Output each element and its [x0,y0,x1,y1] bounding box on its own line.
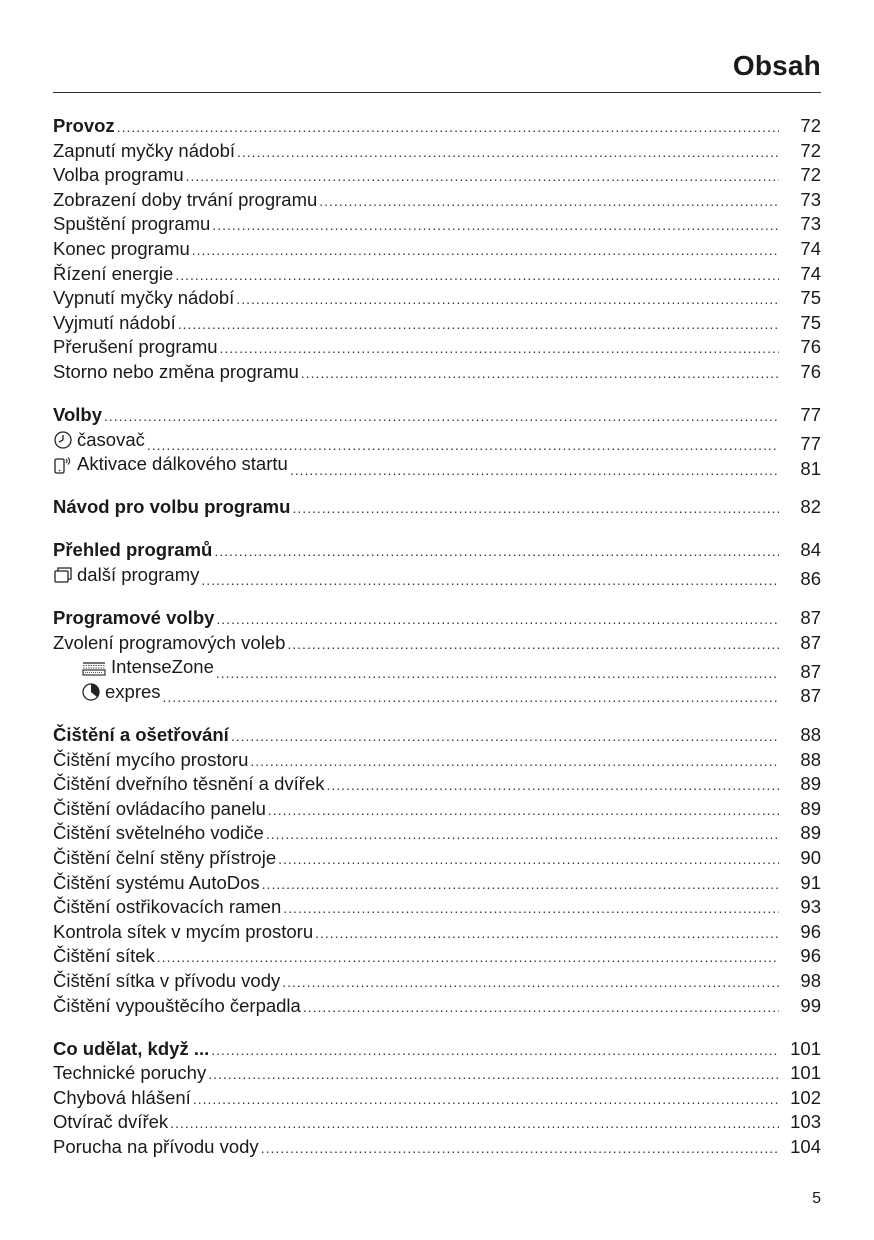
toc-entry-text: Zvolení programových voleb [53,631,286,653]
toc-entry[interactable] [53,655,821,680]
toc-page-number: 98 [800,969,821,991]
toc-entry-text: Návod pro volbu programu [53,496,291,518]
toc-page-number: 89 [800,773,821,795]
dot-leader [163,685,779,710]
toc-entry-text: časovač [77,428,145,450]
toc-entry-label [53,311,176,336]
toc-entry-label [53,563,199,588]
toc-page-number: 90 [800,846,821,868]
toc-entry-label [53,895,281,920]
toc-entry[interactable] [53,920,821,945]
toc-section [53,114,821,385]
toc-entry[interactable] [53,237,821,262]
toc-entry-label [53,262,173,287]
toc-page-number: 72 [800,139,821,161]
dot-leader [266,822,779,847]
toc-entry-text: IntenseZone [111,656,214,678]
toc-entry-text: Čištění dveřního těsnění a dvířek [53,773,325,795]
toc-entry-label [81,655,214,680]
toc-page-number: 89 [800,822,821,844]
dot-leader [220,336,779,361]
toc-entry[interactable] [53,360,821,385]
toc-entry[interactable] [53,846,821,871]
dot-leader [236,287,779,312]
dot-leader [319,189,779,214]
toc-entry[interactable] [53,286,821,311]
toc-entry[interactable] [53,631,821,656]
toc-page-number: 88 [800,748,821,770]
toc-section [53,1037,821,1160]
toc-entry[interactable] [53,772,821,797]
toc-section [53,495,821,520]
toc-entry-label [53,163,184,188]
toc-entry-text: Řízení energie [53,262,174,284]
toc-page-number: 87 [800,685,821,707]
toc-entry-text: Zobrazení doby trvání programu [53,188,318,210]
express-icon [81,682,101,702]
toc-page-number: 73 [800,188,821,210]
page-title: Obsah [732,50,821,81]
toc-heading-entry[interactable] [53,538,821,563]
toc-page-number: 82 [800,496,821,518]
toc-entry[interactable] [53,748,821,773]
dot-leader [278,847,779,872]
toc-section [53,538,821,590]
toc-page-number: 96 [800,920,821,942]
toc-entry[interactable] [53,895,821,920]
toc-page-number: 75 [800,311,821,333]
toc-heading-entry[interactable] [53,495,821,520]
toc-entry-label [53,538,212,563]
toc-entry-text: Storno nebo změna programu [53,360,299,382]
toc-page-number: 72 [800,164,821,186]
toc-page-number: 72 [800,115,821,136]
toc-entry-text: Konec programu [53,237,190,259]
toc-section [53,606,821,707]
toc-entry-label [53,1110,168,1135]
toc-entry-label [53,237,190,262]
toc-entry-text: Čištění vypouštěcího čerpadla [53,994,301,1016]
toc-entry-label [53,797,266,822]
dot-leader [301,361,779,386]
toc-page-number: 81 [800,457,821,479]
toc-page-number: 99 [800,994,821,1016]
toc-page-number: 73 [800,213,821,235]
toc-entry[interactable] [53,1110,821,1135]
toc-entry[interactable] [53,139,821,164]
toc-entry-label [53,428,145,453]
dot-leader [216,661,779,686]
dot-leader [104,404,779,429]
toc-entry-text: Aktivace dálkového startu [77,453,288,475]
toc-entry[interactable] [53,188,821,213]
toc-entry-label [53,360,299,385]
toc-entry-label [53,286,234,311]
toc-entry-label [53,188,317,213]
dot-leader [201,568,779,593]
toc-entry-text: expres [105,680,161,702]
dot-leader [282,970,779,995]
toc-entry-text: Čištění ostřikovacích ramen [53,896,282,918]
toc-entry-label [53,1037,209,1062]
remote-start-icon [53,455,73,475]
toc-entry-text: Čištění a ošetřování [53,723,229,745]
toc-entry[interactable] [53,944,821,969]
dot-leader [212,213,779,238]
table-of-contents [53,114,821,1178]
toc-entry-label [53,994,301,1019]
dot-leader [216,607,779,632]
toc-entry-label [81,680,161,705]
toc-page-number: 96 [800,945,821,967]
toc-entry-text: Přehled programů [53,539,213,561]
toc-entry-text: Co udělat, když ... [53,1037,210,1059]
toc-page-number: 101 [790,1037,821,1059]
toc-page-number: 89 [800,797,821,819]
toc-entry-label [53,723,229,748]
toc-entry-text: Programové volby [53,607,215,629]
dot-leader [211,1038,779,1063]
toc-entry[interactable] [53,1061,821,1086]
toc-entry-label [53,114,115,139]
toc-entry-text: Spuštění programu [53,213,211,235]
toc-entry-label [53,1086,191,1111]
dot-leader [326,773,779,798]
dot-leader [268,798,779,823]
toc-entry[interactable] [53,563,821,588]
toc-entry-label [53,920,313,945]
dot-leader [292,496,779,521]
toc-entry-text: další programy [77,564,200,585]
toc-page-number: 91 [800,871,821,893]
toc-entry-text: Čištění sítka v přívodu vody [53,969,281,991]
dot-leader [186,164,779,189]
title-divider [53,92,821,93]
toc-entry-text: Čištění světelného vodiče [53,822,264,844]
toc-entry[interactable] [53,1086,821,1111]
toc-entry-label [53,821,264,846]
toc-entry[interactable] [53,428,821,453]
dot-leader [250,749,779,774]
more-programs-icon [53,565,73,585]
dot-leader [237,140,779,165]
toc-entry-label [53,452,288,477]
toc-heading-entry[interactable] [53,606,821,631]
toc-entry-text: Přerušení programu [53,336,218,358]
toc-entry-label [53,969,280,994]
toc-entry-text: Vyjmutí nádobí [53,311,176,333]
toc-entry-label [53,606,214,631]
toc-entry-label [53,495,290,520]
toc-entry-text: Provoz [53,115,115,136]
dot-leader [175,263,779,288]
dot-leader [193,1087,779,1112]
dot-leader [231,724,779,749]
toc-entry-text: Technické poruchy [53,1062,207,1084]
toc-page-number: 93 [800,896,821,918]
toc-entry-label [53,871,260,896]
toc-entry[interactable] [53,797,821,822]
toc-page-number: 86 [800,568,821,590]
toc-page-number: 87 [800,631,821,653]
toc-entry-label [53,846,276,871]
toc-page-number: 103 [790,1111,821,1133]
toc-entry[interactable] [53,994,821,1019]
toc-page-number: 75 [800,287,821,309]
toc-entry-label [53,212,210,237]
toc-heading-entry[interactable] [53,114,821,139]
clock-icon [53,430,73,450]
toc-entry[interactable] [53,1135,821,1160]
toc-entry-text: Kontrola sítek v mycím prostoru [53,920,314,942]
page-number: 5 [812,1190,821,1207]
toc-section [53,723,821,1018]
dot-leader [262,872,779,897]
toc-entry-label [53,748,248,773]
toc-section [53,403,821,477]
toc-entry-label [53,403,102,428]
toc-entry-text: Porucha na přívodu vody [53,1135,259,1157]
toc-entry-text: Otvírač dvířek [53,1111,169,1133]
toc-entry-text: Čištění sítek [53,945,155,967]
toc-entry[interactable] [53,163,821,188]
intensezone-icon [81,658,107,678]
toc-entry-text: Volby [53,404,102,426]
dot-leader [178,312,779,337]
toc-page-number: 102 [790,1086,821,1108]
toc-entry-label [53,1061,206,1086]
toc-page-number: 76 [800,336,821,358]
toc-entry-label [53,1135,259,1160]
toc-page-number: 74 [800,237,821,259]
toc-entry[interactable] [53,212,821,237]
toc-entry-text: Chybová hlášení [53,1086,191,1108]
toc-page-number: 101 [790,1062,821,1084]
dot-leader [170,1111,779,1136]
dot-leader [157,945,779,970]
dot-leader [315,921,779,946]
toc-entry-text: Čištění ovládacího panelu [53,797,266,819]
toc-entry[interactable] [53,262,821,287]
dot-leader [303,995,779,1020]
dot-leader [208,1062,779,1087]
dot-leader [287,632,779,657]
dot-leader [290,458,779,483]
toc-page-number: 88 [800,723,821,745]
toc-entry-text: Čištění čelní stěny přístroje [53,846,277,868]
toc-entry[interactable] [53,871,821,896]
dot-leader [192,238,779,263]
toc-heading-entry[interactable] [53,1037,821,1062]
toc-page-number: 76 [800,360,821,382]
dot-leader [214,539,779,564]
dot-leader [283,896,779,921]
toc-entry-text: Volba programu [53,164,184,186]
toc-entry-label [53,772,324,797]
toc-entry-label [53,139,235,164]
toc-entry[interactable] [53,335,821,360]
toc-entry-text: Čištění systému AutoDos [53,871,260,893]
toc-entry-text: Čištění mycího prostoru [53,748,249,770]
dot-leader [261,1136,779,1161]
toc-entry-text: Vypnutí myčky nádobí [53,287,235,309]
toc-entry[interactable] [53,969,821,994]
toc-entry[interactable] [53,311,821,336]
toc-heading-entry[interactable] [53,403,821,428]
toc-page-number: 87 [800,607,821,629]
toc-page-number: 84 [800,539,821,561]
toc-page-number: 77 [800,432,821,454]
toc-page-number: 74 [800,262,821,284]
dot-leader [117,115,779,140]
toc-page-number: 104 [790,1135,821,1157]
toc-heading-entry[interactable] [53,723,821,748]
toc-entry-label [53,631,285,656]
toc-entry-text: Zapnutí myčky nádobí [53,139,236,161]
toc-entry[interactable] [53,821,821,846]
toc-entry-label [53,944,155,969]
toc-page-number: 77 [800,404,821,426]
toc-entry-label [53,335,218,360]
toc-page-number: 87 [800,660,821,682]
